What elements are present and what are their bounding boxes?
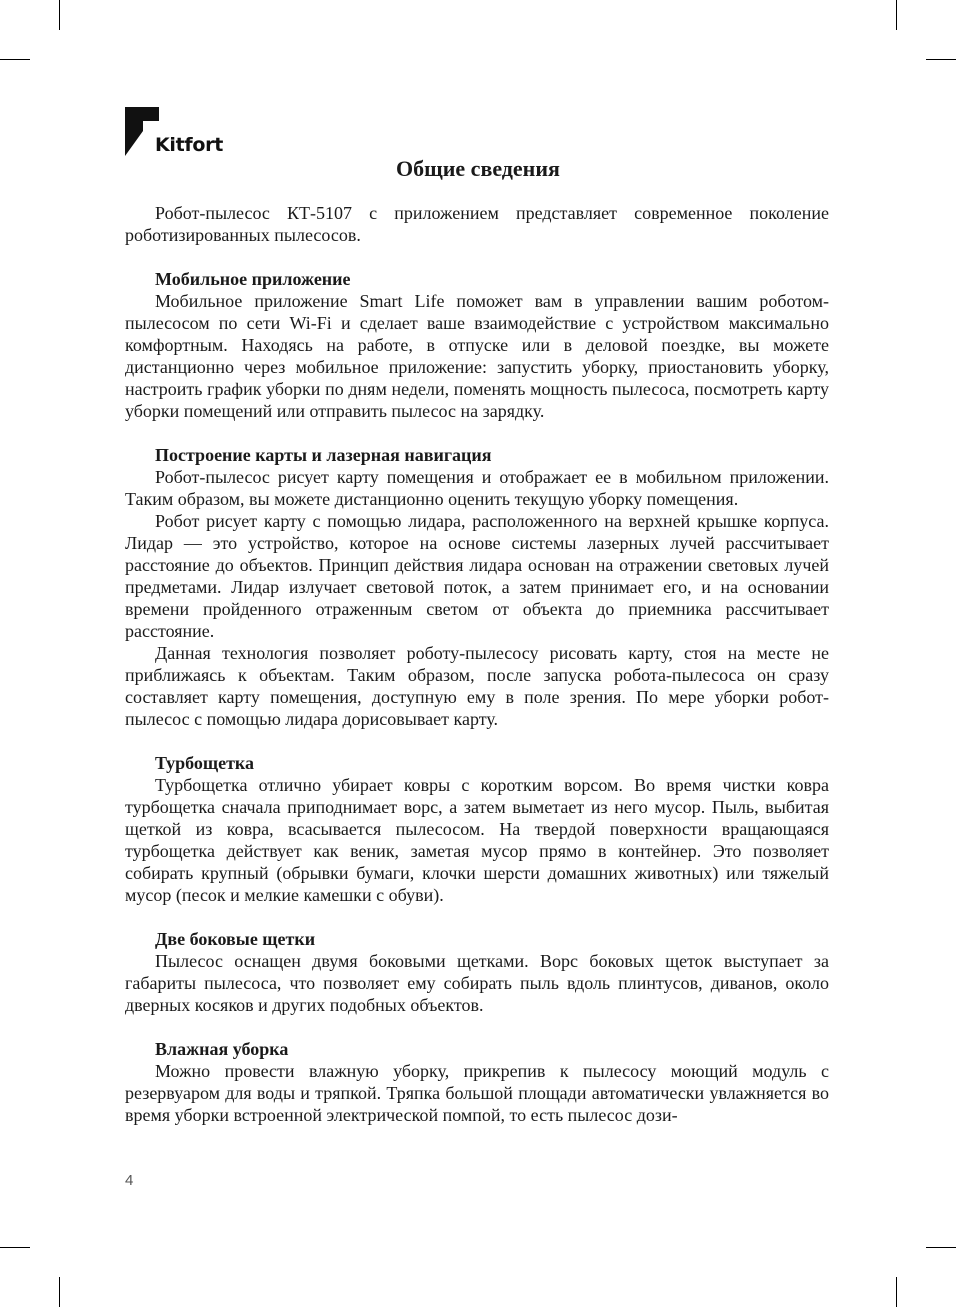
section-mapping-navigation xyxy=(125,444,829,730)
section-mobile-app xyxy=(125,268,829,422)
brand-name: Kitfort xyxy=(155,134,223,156)
section-heading: Построение карты и лазерная навигация xyxy=(155,445,492,465)
intro-paragraph: Робот-пылесос КТ-5107 с приложением представляет современное поколение роботизированных пылесосов. xyxy=(125,203,829,245)
brand-logo xyxy=(125,107,225,159)
section-paragraph: Можно провести влажную уборку, прикрепив к пылесосу моющий модуль с резервуаром для воды и тряпкой. Тряпка большой площади автоматически увлажняется во время уборки встроенной электрической помпой, то есть пылесос дози- xyxy=(125,1061,829,1125)
section-heading: Две боковые щетки xyxy=(155,929,316,949)
crop-mark xyxy=(0,59,30,60)
crop-mark xyxy=(59,1277,60,1307)
page-title: Общие сведения xyxy=(396,156,560,181)
crop-mark xyxy=(896,1277,897,1307)
section-paragraph: Турбощетка отлично убирает ковры с коротким ворсом. Во время чистки ковра турбощетка сначала приподнимает ворс, а затем выметает из него мусор. Пыль, выбитая щеткой из ковра, всасывается пылесосом. На твердой поверхности вращающаяся турбощетка действует как веник, заметая мусор прямо в контейнер. Это позволяет собирать крупный (обрывки бумаги, клочки шерсти домашних животных) или тяжелый мусор (песок и мелкие камешки с обуви). xyxy=(125,775,829,905)
section-heading: Влажная уборка xyxy=(155,1039,289,1059)
section-paragraph: Робот рисует карту с помощью лидара, расположенного на верхней крышке корпуса. Лидар — это устройство, которое на основе системы лазерных лучей рассчитывает расстояние до объектов. Принцип действия лидара основан на отражении световых лучей предметами. Лидар излучает световой поток, а затем принимает его, и на основании времени пройденного отраженным светом от объекта до приемника рассчитывает расстояние. xyxy=(125,511,829,641)
section-wet-cleaning xyxy=(125,1038,829,1126)
crop-mark xyxy=(59,0,60,30)
page-number: 4 xyxy=(125,1172,134,1189)
crop-mark xyxy=(0,1247,30,1248)
section-turbo-brush xyxy=(125,752,829,906)
document-body xyxy=(125,202,829,1126)
section-paragraph: Мобильное приложение Smart Life поможет вам в управлении вашим роботом-пылесосом по сети Wi-Fi и сделает ваше взаимодействие с устройством максимально комфортным. Находясь на работе, в отпуске или в деловой поездке, вы можете дистанционно через мобильное приложение: запустить уборку, приостановить уборку, настроить график уборки по дням недели, поменять мощность пылесоса, посмотреть карту уборки помещений или отправить пылесос на зарядку. xyxy=(125,291,829,421)
section-paragraph: Данная технология позволяет роботу-пылесосу рисовать карту, стоя на месте не приближаясь к объектам. Таким образом, после запуска робота-пылесоса он сразу составляет карту помещения, доступную ему в поле зрения. По мере уборки робот-пылесос с помощью лидара дорисовывает карту. xyxy=(125,643,829,729)
section-side-brushes xyxy=(125,928,829,1016)
section-heading: Мобильное приложение xyxy=(155,269,351,289)
section-paragraph: Робот-пылесос рисует карту помещения и отображает ее в мобильном приложении. Таким образом, вы можете дистанционно оценить текущую уборку помещения. xyxy=(125,467,829,509)
section-paragraph: Пылесос оснащен двумя боковыми щетками. Ворс боковых щеток выступает за габариты пылесоса, что позволяет ему собирать пыль вдоль плинтусов, диванов, около дверных косяков и других подобных объектов. xyxy=(125,951,829,1015)
crop-mark xyxy=(926,1247,956,1248)
crop-mark xyxy=(926,59,956,60)
section-heading: Турбощетка xyxy=(155,753,255,773)
crop-mark xyxy=(896,0,897,30)
